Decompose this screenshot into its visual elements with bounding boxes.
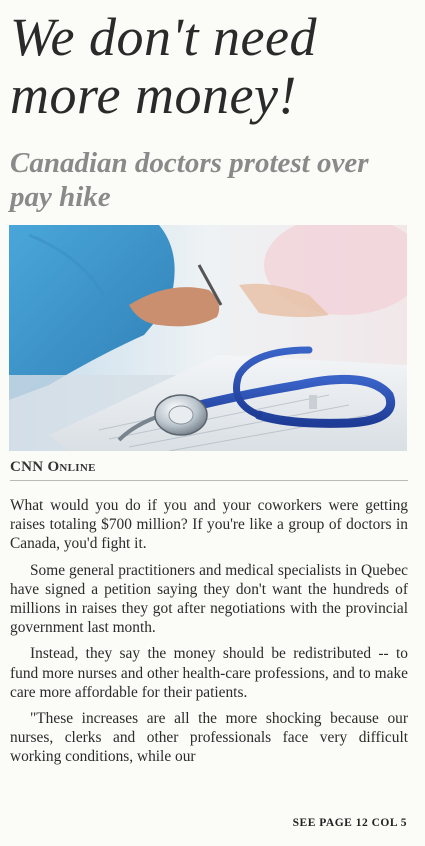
paragraph: Some general practitioners and medical specialists in Quebec have signed a petition saying they don't want the hundreds of millions in raises they got after negotiations with the provincial government last month.: [10, 561, 408, 637]
headline: We don't need more money!: [10, 7, 317, 125]
byline-row: [10, 458, 408, 481]
paragraph: What would you do if you and your coworkers were getting raises totaling $700 million? If you're like a group of doctors in Canada, you'd fight it.: [10, 497, 408, 553]
continued-jump-line: SEE PAGE 12 COL 5: [292, 817, 407, 829]
paragraph: Instead, they say the money should be redistributed -- to fund more nurses and other health-care professions, and to make care more affordable for their patients.: [10, 645, 408, 701]
article-body: [10, 496, 408, 774]
stethoscope-on-clipboard-photo: [9, 225, 407, 451]
article-photo: [9, 225, 407, 451]
byline: CNN Online: [10, 459, 96, 475]
subheadline: Canadian doctors protest over pay hike: [10, 147, 369, 213]
paragraph: "These increases are all the more shocking because our nurses, clerks and other professionals face very difficult working conditions, while our: [10, 710, 408, 766]
